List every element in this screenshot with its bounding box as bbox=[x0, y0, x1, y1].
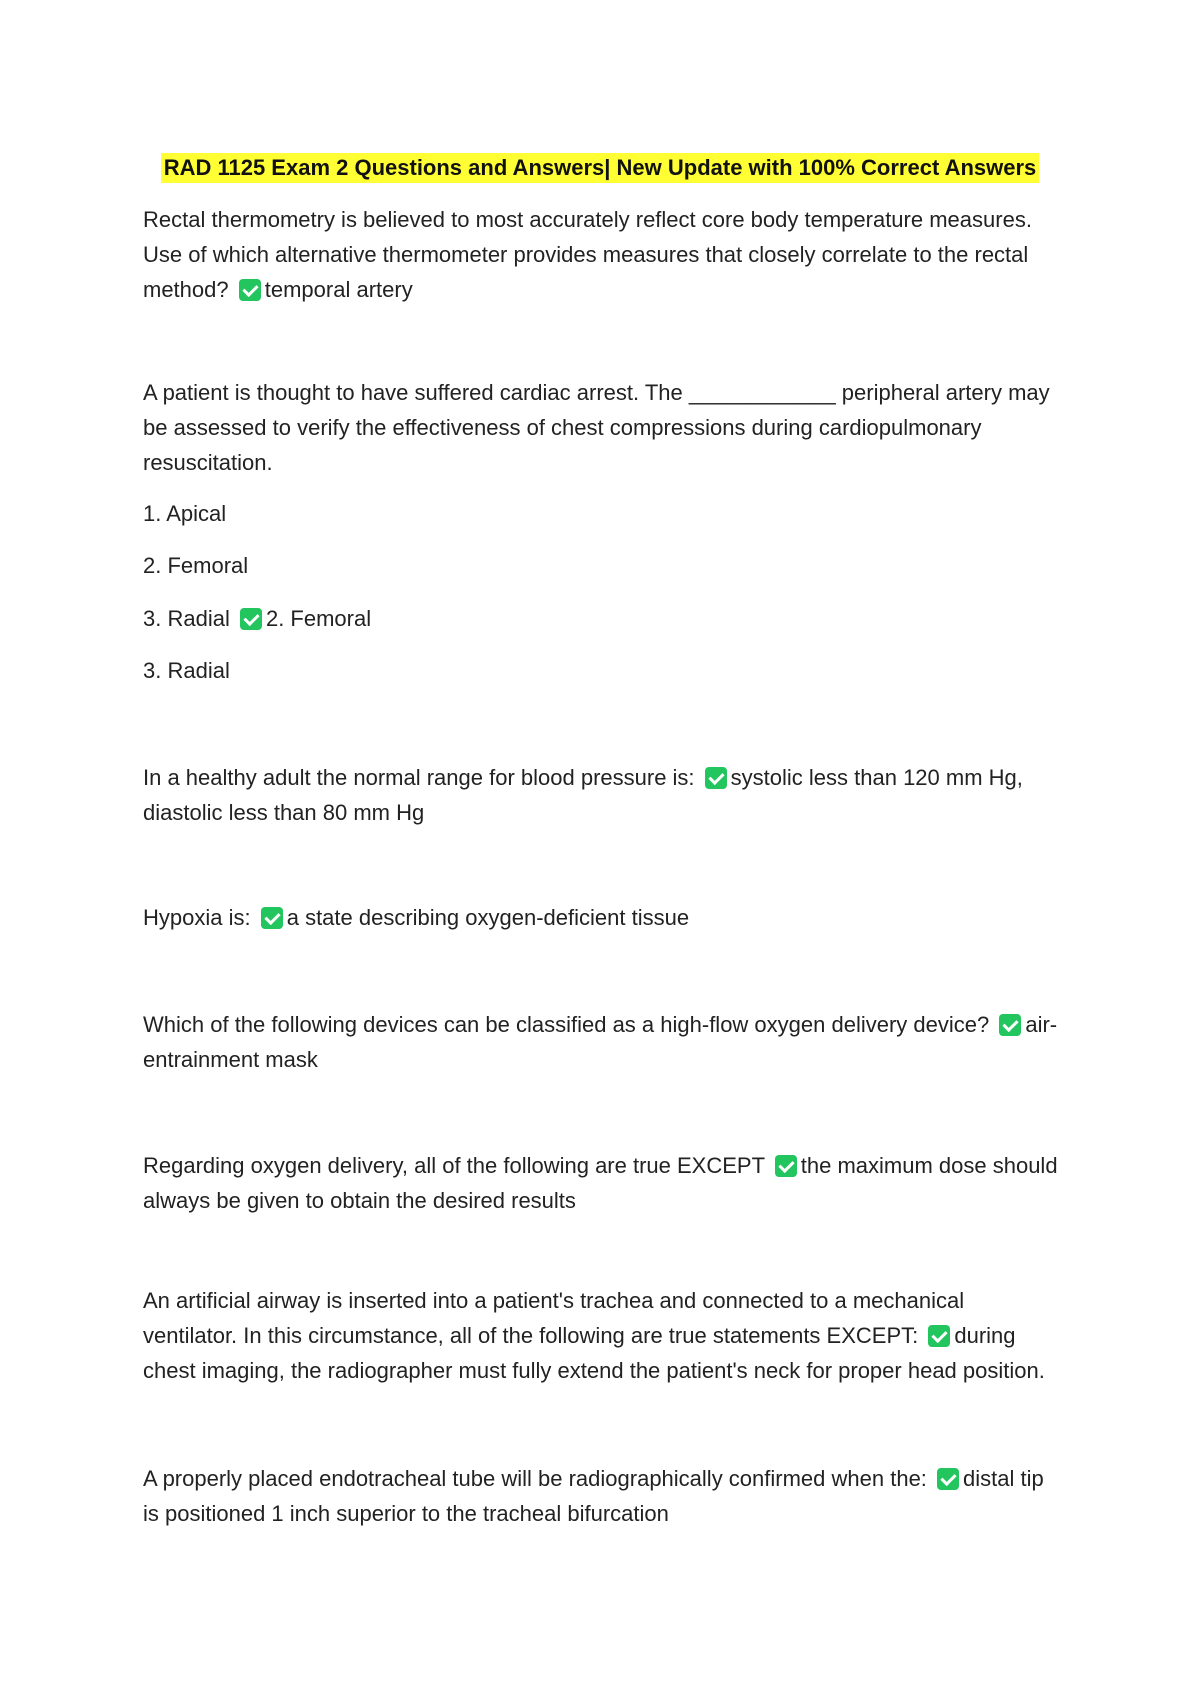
question-4 bbox=[143, 900, 1063, 935]
checkmark-icon bbox=[937, 1468, 959, 1490]
option-text: 3. Radial bbox=[143, 606, 230, 631]
answer-text: temporal artery bbox=[264, 277, 413, 302]
checkmark-icon bbox=[239, 279, 261, 301]
checkmark-icon bbox=[240, 608, 262, 630]
option-femoral bbox=[143, 548, 1063, 583]
answer-text: distal tip is positioned 1 inch superior to the tracheal bifurcation bbox=[143, 1466, 1044, 1526]
answer-text: during chest imaging, the radiographer must fully extend the patient's neck for proper head position. bbox=[143, 1323, 1045, 1383]
answer-text: a state describing oxygen-deficient tissue bbox=[286, 905, 690, 930]
question-7 bbox=[143, 1283, 1063, 1388]
option-radial bbox=[143, 601, 1063, 636]
answer-text: the maximum dose should always be given to obtain the desired results bbox=[143, 1153, 1058, 1213]
question-5 bbox=[143, 1007, 1063, 1077]
option-text: 2. Femoral bbox=[143, 553, 249, 578]
question-text: Hypoxia is: bbox=[143, 905, 251, 930]
title-wrap bbox=[0, 153, 1200, 183]
option-text: 1. Apical bbox=[143, 501, 227, 526]
question-text: Rectal thermometry is believed to most accurately reflect core body temperature measures. Use of which alternative thermometer provides measures that closely correlate to the rectal method? bbox=[143, 207, 1032, 302]
question-1 bbox=[143, 202, 1063, 307]
option-apical bbox=[143, 496, 1063, 531]
question-text: Regarding oxygen delivery, all of the following are true EXCEPT bbox=[143, 1153, 765, 1178]
checkmark-icon bbox=[775, 1155, 797, 1177]
question-text: An artificial airway is inserted into a patient's trachea and connected to a mechanical ventilator. In this circumstance, all of the following are true statements EXCEPT: bbox=[143, 1288, 965, 1348]
question-text: A properly placed endotracheal tube will be radiographically confirmed when the: bbox=[143, 1466, 927, 1491]
question-3 bbox=[143, 760, 1063, 830]
question-text: A patient is thought to have suffered cardiac arrest. The ____________ peripheral artery may be assessed to verify the effectiveness of chest compressions during cardiopulmonary resuscitation. bbox=[143, 380, 1050, 475]
checkmark-icon bbox=[261, 907, 283, 929]
question-text: In a healthy adult the normal range for blood pressure is: bbox=[143, 765, 695, 790]
question-text: Which of the following devices can be classified as a high-flow oxygen delivery device? bbox=[143, 1012, 990, 1037]
question-2 bbox=[143, 375, 1063, 480]
answer-text: 2. Femoral bbox=[265, 606, 372, 631]
question-8 bbox=[143, 1461, 1063, 1531]
checkmark-icon bbox=[705, 767, 727, 789]
answer-text: air-entrainment mask bbox=[143, 1012, 1058, 1072]
question-6 bbox=[143, 1148, 1063, 1218]
answer-text: systolic less than 120 mm Hg, diastolic less than 80 mm Hg bbox=[143, 765, 1023, 825]
answer-continuation bbox=[143, 653, 1063, 688]
answer-continuation-text: 3. Radial bbox=[143, 658, 230, 683]
document-title: RAD 1125 Exam 2 Questions and Answers| New Update with 100% Correct Answers bbox=[161, 153, 1040, 183]
checkmark-icon bbox=[928, 1325, 950, 1347]
checkmark-icon bbox=[999, 1014, 1021, 1036]
